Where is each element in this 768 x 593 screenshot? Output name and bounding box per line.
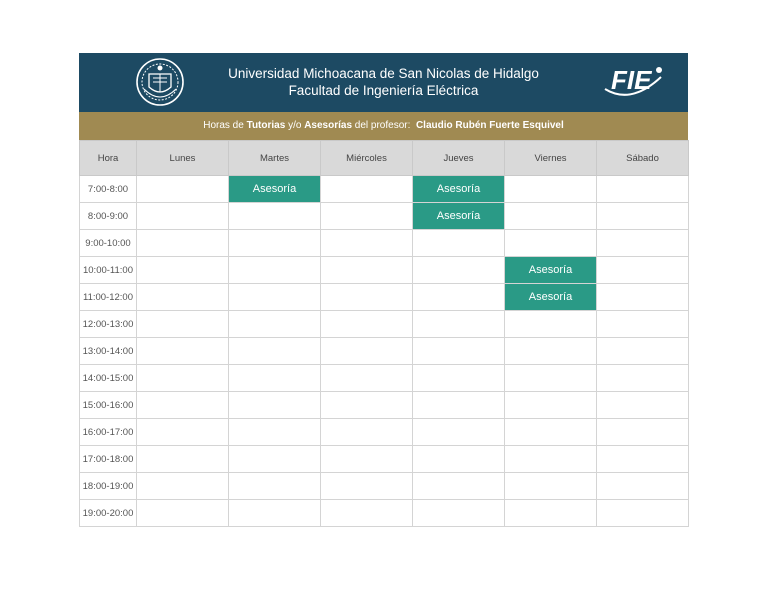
empty-slot (597, 392, 689, 419)
asesoria-slot: Asesoría (413, 176, 505, 203)
table-row (80, 473, 689, 500)
empty-slot (137, 230, 229, 257)
empty-slot (505, 446, 597, 473)
table-row (80, 419, 689, 446)
empty-slot (505, 419, 597, 446)
profbar-tutorias: Tutorias (246, 120, 286, 131)
column-header-martes: Martes (229, 141, 321, 176)
empty-slot (229, 392, 321, 419)
empty-slot (505, 311, 597, 338)
empty-slot (597, 446, 689, 473)
empty-slot (137, 446, 229, 473)
university-name: Universidad Michoacana de San Nicolas de Hidalgo (228, 66, 539, 81)
empty-slot (321, 203, 413, 230)
empty-slot (505, 392, 597, 419)
hour-cell: 19:00-20:00 (80, 500, 137, 527)
hour-cell: 9:00-10:00 (80, 230, 137, 257)
schedule-table (79, 140, 689, 527)
empty-slot (321, 230, 413, 257)
column-header-hora: Hora (80, 141, 137, 176)
asesoria-slot: Asesoría (505, 284, 597, 311)
column-header-row (80, 141, 689, 176)
empty-slot (137, 392, 229, 419)
empty-slot (505, 230, 597, 257)
empty-slot (137, 365, 229, 392)
empty-slot (413, 338, 505, 365)
empty-slot (413, 365, 505, 392)
empty-slot (229, 446, 321, 473)
empty-slot (413, 311, 505, 338)
empty-slot (321, 284, 413, 311)
empty-slot (321, 257, 413, 284)
fie-logo-text: FIE (611, 65, 652, 95)
empty-slot (321, 446, 413, 473)
empty-slot (137, 203, 229, 230)
table-row (80, 500, 689, 527)
schedule-sheet (79, 53, 688, 527)
empty-slot (413, 446, 505, 473)
empty-slot (321, 176, 413, 203)
schedule-body (80, 176, 689, 527)
empty-slot (229, 311, 321, 338)
empty-slot (229, 500, 321, 527)
empty-slot (505, 176, 597, 203)
empty-slot (597, 203, 689, 230)
empty-slot (505, 500, 597, 527)
empty-slot (229, 284, 321, 311)
empty-slot (505, 338, 597, 365)
empty-slot (413, 257, 505, 284)
column-header-viernes: Viernes (505, 141, 597, 176)
profbar-asesorias: Asesorías (304, 120, 353, 131)
column-header-lunes: Lunes (137, 141, 229, 176)
empty-slot (137, 257, 229, 284)
empty-slot (597, 419, 689, 446)
empty-slot (413, 473, 505, 500)
profbar-connector: y/o (288, 120, 302, 131)
empty-slot (597, 311, 689, 338)
professor-bar (79, 112, 688, 140)
hour-cell: 7:00-8:00 (80, 176, 137, 203)
table-row (80, 230, 689, 257)
empty-slot (137, 176, 229, 203)
faculty-name: Facultad de Ingeniería Eléctrica (288, 83, 479, 98)
hour-cell: 17:00-18:00 (80, 446, 137, 473)
table-row (80, 284, 689, 311)
hour-cell: 18:00-19:00 (80, 473, 137, 500)
table-row (80, 203, 689, 230)
hour-cell: 8:00-9:00 (80, 203, 137, 230)
empty-slot (597, 473, 689, 500)
empty-slot (137, 338, 229, 365)
header-banner (79, 53, 688, 112)
hour-cell: 10:00-11:00 (80, 257, 137, 284)
empty-slot (137, 500, 229, 527)
empty-slot (413, 419, 505, 446)
column-header-miercoles: Miércoles (321, 141, 413, 176)
empty-slot (321, 500, 413, 527)
empty-slot (229, 419, 321, 446)
hour-cell: 11:00-12:00 (80, 284, 137, 311)
empty-slot (597, 257, 689, 284)
empty-slot (413, 230, 505, 257)
empty-slot (413, 284, 505, 311)
header-titles (79, 65, 688, 99)
empty-slot (505, 365, 597, 392)
column-header-sabado: Sábado (597, 141, 689, 176)
table-row (80, 446, 689, 473)
professor-name: Claudio Rubén Fuerte Esquivel (415, 120, 564, 131)
empty-slot (321, 365, 413, 392)
empty-slot (229, 230, 321, 257)
hour-cell: 13:00-14:00 (80, 338, 137, 365)
empty-slot (505, 203, 597, 230)
empty-slot (137, 311, 229, 338)
empty-slot (137, 419, 229, 446)
hour-cell: 14:00-15:00 (80, 365, 137, 392)
table-row (80, 392, 689, 419)
profbar-suffix: del profesor: (354, 120, 411, 131)
empty-slot (137, 473, 229, 500)
empty-slot (321, 473, 413, 500)
asesoria-slot: Asesoría (413, 203, 505, 230)
hour-cell: 15:00-16:00 (80, 392, 137, 419)
empty-slot (229, 365, 321, 392)
table-row (80, 311, 689, 338)
empty-slot (597, 500, 689, 527)
empty-slot (597, 176, 689, 203)
asesoria-slot: Asesoría (505, 257, 597, 284)
empty-slot (229, 203, 321, 230)
empty-slot (505, 473, 597, 500)
hour-cell: 12:00-13:00 (80, 311, 137, 338)
table-row (80, 365, 689, 392)
empty-slot (597, 338, 689, 365)
empty-slot (321, 338, 413, 365)
fie-logo-icon (601, 59, 665, 103)
empty-slot (229, 338, 321, 365)
empty-slot (597, 230, 689, 257)
hour-cell: 16:00-17:00 (80, 419, 137, 446)
column-header-jueves: Jueves (413, 141, 505, 176)
table-row (80, 338, 689, 365)
empty-slot (137, 284, 229, 311)
empty-slot (597, 365, 689, 392)
empty-slot (321, 419, 413, 446)
empty-slot (413, 392, 505, 419)
empty-slot (229, 473, 321, 500)
table-row (80, 176, 689, 203)
empty-slot (229, 257, 321, 284)
profbar-prefix: Horas de (203, 120, 244, 131)
table-row (80, 257, 689, 284)
empty-slot (597, 284, 689, 311)
empty-slot (413, 500, 505, 527)
empty-slot (321, 392, 413, 419)
empty-slot (321, 311, 413, 338)
asesoria-slot: Asesoría (229, 176, 321, 203)
